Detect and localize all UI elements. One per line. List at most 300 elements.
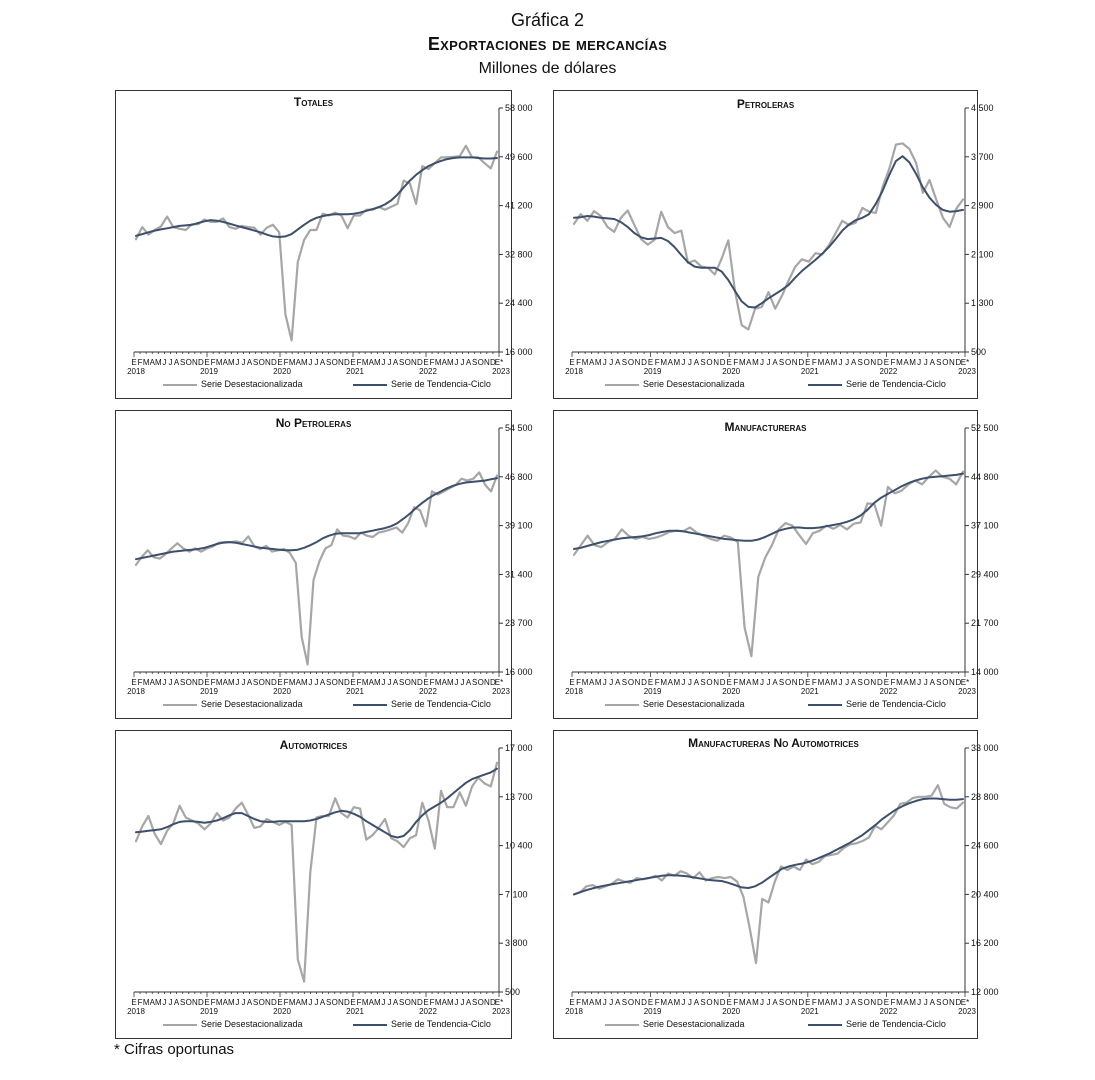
x-month-label: J xyxy=(308,998,313,1007)
chart-panel-totales xyxy=(115,90,533,399)
x-month-label: M xyxy=(581,998,589,1007)
x-month-label: S xyxy=(857,998,863,1007)
chart-title: Totales xyxy=(293,95,334,109)
x-month-label: J xyxy=(917,358,922,367)
chart-title: Manufactureras xyxy=(724,420,807,434)
x-month-label: S xyxy=(621,358,628,367)
x-month-label: M xyxy=(215,998,223,1007)
x-month-label: J xyxy=(917,678,922,687)
x-month-label: M xyxy=(817,678,825,687)
x-month-label: J xyxy=(838,998,843,1007)
x-month-label: D xyxy=(417,358,423,367)
x-month-label: S xyxy=(252,998,259,1007)
x-month-label: J xyxy=(460,358,465,367)
legend-label: Serie Desestacionalizada xyxy=(201,1019,303,1029)
x-month-label: E xyxy=(569,358,575,367)
chart-svg xyxy=(116,91,533,398)
x-month-label: E* xyxy=(494,998,504,1007)
x-month-label: J xyxy=(162,358,167,367)
x-month-label: A xyxy=(746,678,752,687)
legend-label: Serie de Tendencia-Ciclo xyxy=(846,379,946,389)
x-month-label: E xyxy=(647,358,654,367)
x-month-label: A xyxy=(319,998,326,1007)
y-tick-label: 31 400 xyxy=(505,569,533,580)
x-month-label: F xyxy=(283,678,289,687)
x-month-label: N xyxy=(791,998,798,1007)
x-month-label: A xyxy=(173,358,180,367)
x-month-label: J xyxy=(168,358,173,367)
x-year-label: 2018 xyxy=(127,367,145,376)
chart-panel-no-petroleras xyxy=(115,410,533,719)
chart-svg xyxy=(116,731,533,1038)
x-month-label: E xyxy=(726,358,732,367)
x-month-label: A xyxy=(368,358,374,367)
x-month-label: S xyxy=(398,358,405,367)
x-month-label: N xyxy=(191,998,198,1007)
x-month-label: E xyxy=(204,998,210,1007)
x-month-label: M xyxy=(896,678,903,687)
x-month-label: F xyxy=(576,678,581,687)
y-tick-label: 49 600 xyxy=(505,151,533,162)
chart-legend xyxy=(554,1019,977,1033)
x-month-label: M xyxy=(738,998,746,1007)
x-month-label: F xyxy=(811,358,817,367)
x-month-label: J xyxy=(838,678,843,687)
y-tick-label: 58 000 xyxy=(505,103,533,113)
x-month-label: A xyxy=(824,678,831,687)
x-year-label: 2021 xyxy=(346,1007,364,1016)
x-month-label: J xyxy=(838,358,843,367)
x-month-label: M xyxy=(288,358,296,367)
x-month-label: M xyxy=(830,678,838,687)
x-month-label: A xyxy=(319,678,326,687)
legend-label: Serie Desestacionalizada xyxy=(643,379,745,389)
y-tick-label: 2 900 xyxy=(971,200,994,211)
x-month-label: S xyxy=(700,678,706,687)
chart-legend xyxy=(116,1019,511,1033)
x-month-label: A xyxy=(824,358,831,367)
x-month-label: J xyxy=(454,998,459,1007)
x-month-label: F xyxy=(890,358,896,367)
x-month-label: A xyxy=(222,998,228,1007)
x-month-label: O xyxy=(785,998,792,1007)
x-month-label: A xyxy=(693,998,700,1007)
x-month-label: J xyxy=(687,678,692,687)
x-month-label: O xyxy=(706,358,713,367)
x-month-label: A xyxy=(295,998,301,1007)
x-month-label: E xyxy=(726,678,732,687)
x-month-label: A xyxy=(149,358,155,367)
x-month-label: F xyxy=(429,358,435,367)
x-month-label: J xyxy=(845,358,850,367)
trend-series-line xyxy=(136,157,497,237)
x-month-label: M xyxy=(817,358,825,367)
x-month-label: M xyxy=(142,998,150,1007)
x-month-label: E xyxy=(131,998,137,1007)
x-month-label: S xyxy=(325,358,332,367)
x-month-label: M xyxy=(752,998,759,1007)
figure-subtitle: Millones de dólares xyxy=(478,60,617,77)
x-year-label: 2022 xyxy=(879,687,898,696)
x-month-label: J xyxy=(308,678,313,687)
x-month-label: M xyxy=(361,678,369,687)
x-month-label: E* xyxy=(494,678,504,687)
chart-legend xyxy=(554,379,977,393)
x-year-label: 2019 xyxy=(643,1007,662,1016)
x-month-label: M xyxy=(154,998,162,1007)
x-month-label: S xyxy=(857,678,863,687)
x-month-label: J xyxy=(609,358,614,367)
x-month-label: O xyxy=(706,678,713,687)
x-month-label: F xyxy=(210,998,216,1007)
x-month-label: M xyxy=(227,358,235,367)
legend-swatch xyxy=(605,704,639,706)
seasonal-series-line xyxy=(136,146,497,341)
x-month-label: N xyxy=(410,358,417,367)
x-month-label: D xyxy=(876,678,883,687)
x-month-label: S xyxy=(179,998,186,1007)
x-month-label: D xyxy=(641,678,647,687)
x-month-label: N xyxy=(410,998,417,1007)
x-month-label: O xyxy=(863,358,870,367)
x-month-label: A xyxy=(929,358,935,367)
x-month-label: O xyxy=(404,998,411,1007)
y-tick-label: 24 600 xyxy=(971,840,999,851)
x-month-label: J xyxy=(845,998,850,1007)
x-month-label: J xyxy=(845,678,850,687)
x-month-label: E xyxy=(883,998,890,1007)
x-month-label: A xyxy=(693,678,700,687)
trend-series-line xyxy=(574,474,963,549)
seasonal-series-line xyxy=(136,763,497,982)
y-tick-label: 17 000 xyxy=(505,743,533,753)
y-tick-label: 500 xyxy=(505,987,521,997)
x-month-label: F xyxy=(811,998,817,1007)
x-year-label: 2019 xyxy=(200,1007,218,1016)
x-month-label: A xyxy=(319,358,326,367)
legend-item-trend xyxy=(353,699,491,709)
x-month-label: D xyxy=(719,998,726,1007)
x-month-label: A xyxy=(772,998,778,1007)
x-month-label: N xyxy=(949,358,955,367)
x-month-label: O xyxy=(404,678,411,687)
x-month-label: E xyxy=(204,358,210,367)
x-month-label: J xyxy=(460,998,465,1007)
x-month-label: J xyxy=(602,358,607,367)
x-month-label: M xyxy=(434,678,442,687)
x-month-label: M xyxy=(738,358,746,367)
x-month-label: S xyxy=(700,358,706,367)
legend-label: Serie de Tendencia-Ciclo xyxy=(846,699,946,709)
legend-label: Serie Desestacionalizada xyxy=(643,1019,745,1029)
x-month-label: A xyxy=(772,678,778,687)
x-month-label: M xyxy=(673,678,681,687)
x-month-label: A xyxy=(295,678,301,687)
y-tick-label: 10 400 xyxy=(505,840,533,851)
x-month-label: M xyxy=(300,678,308,687)
x-month-label: O xyxy=(863,678,870,687)
x-month-label: M xyxy=(896,998,903,1007)
x-month-label: F xyxy=(137,678,143,687)
x-month-label: D xyxy=(198,998,204,1007)
x-month-label: D xyxy=(344,678,350,687)
x-month-label: A xyxy=(222,678,228,687)
y-tick-label: 39 100 xyxy=(505,520,533,531)
y-tick-label: 28 800 xyxy=(971,791,999,802)
x-month-label: J xyxy=(766,678,771,687)
x-month-label: A xyxy=(173,678,180,687)
x-month-label: S xyxy=(621,998,628,1007)
x-year-label: 2020 xyxy=(722,367,741,376)
x-month-label: N xyxy=(264,678,271,687)
x-month-label: D xyxy=(876,998,883,1007)
x-month-label: A xyxy=(772,358,778,367)
x-year-label: 2020 xyxy=(273,1007,291,1016)
legend-item-trend xyxy=(808,699,946,709)
x-month-label: F xyxy=(576,998,581,1007)
x-month-label: M xyxy=(434,998,442,1007)
x-month-label: M xyxy=(373,358,381,367)
x-year-label: 2021 xyxy=(800,367,819,376)
x-month-label: J xyxy=(235,678,240,687)
x-month-label: N xyxy=(949,678,955,687)
y-tick-label: 37 100 xyxy=(971,520,999,531)
x-month-label: D xyxy=(955,358,962,367)
x-month-label: F xyxy=(137,358,143,367)
legend-item-seasonal xyxy=(163,699,303,709)
x-month-label: O xyxy=(185,678,192,687)
x-month-label: M xyxy=(361,358,369,367)
x-month-label: S xyxy=(778,678,785,687)
x-year-label: 2022 xyxy=(419,1007,437,1016)
y-tick-label: 33 000 xyxy=(971,743,999,753)
legend-swatch xyxy=(605,384,639,386)
x-month-label: F xyxy=(890,678,896,687)
x-month-label: D xyxy=(417,678,423,687)
x-month-label: E xyxy=(805,998,811,1007)
x-month-label: A xyxy=(903,358,909,367)
x-month-label: S xyxy=(857,358,863,367)
x-month-label: E xyxy=(883,678,890,687)
x-month-label: S xyxy=(398,998,405,1007)
figure-title: Exportaciones de mercancías xyxy=(427,34,668,54)
chart-panel-automotrices xyxy=(115,730,533,1039)
x-month-label: S xyxy=(471,998,478,1007)
x-month-label: O xyxy=(477,998,484,1007)
x-month-label: O xyxy=(258,358,265,367)
x-month-label: D xyxy=(641,998,647,1007)
x-month-label: J xyxy=(314,678,319,687)
x-month-label: N xyxy=(483,358,490,367)
x-month-label: A xyxy=(441,678,447,687)
x-month-label: J xyxy=(241,998,246,1007)
chart-legend xyxy=(116,699,511,713)
x-month-label: D xyxy=(641,358,647,367)
x-year-label: 2020 xyxy=(722,1007,741,1016)
x-month-label: M xyxy=(738,678,746,687)
x-month-label: J xyxy=(387,358,392,367)
x-month-label: A xyxy=(392,998,399,1007)
x-month-label: A xyxy=(667,998,673,1007)
x-month-label: O xyxy=(942,678,949,687)
x-month-label: J xyxy=(460,678,465,687)
y-tick-label: 13 700 xyxy=(505,791,533,802)
legend-label: Serie Desestacionalizada xyxy=(201,379,303,389)
x-month-label: A xyxy=(850,998,857,1007)
x-month-label: M xyxy=(288,998,296,1007)
x-year-label: 2022 xyxy=(419,367,437,376)
x-month-label: F xyxy=(654,358,660,367)
legend-item-seasonal xyxy=(605,379,745,389)
x-month-label: O xyxy=(477,358,484,367)
x-month-label: S xyxy=(471,358,478,367)
x-month-label: J xyxy=(609,678,614,687)
y-tick-label: 7 100 xyxy=(505,889,528,900)
x-year-label: 2018 xyxy=(565,367,583,376)
x-month-label: J xyxy=(759,998,764,1007)
x-month-label: D xyxy=(955,998,962,1007)
x-month-label: A xyxy=(246,358,253,367)
x-month-label: A xyxy=(465,358,472,367)
x-year-label: 2018 xyxy=(127,1007,145,1016)
x-month-label: M xyxy=(909,998,916,1007)
x-month-label: E xyxy=(805,358,811,367)
x-month-label: A xyxy=(149,678,155,687)
x-month-label: D xyxy=(271,358,277,367)
x-month-label: D xyxy=(798,358,805,367)
y-tick-label: 12 000 xyxy=(971,987,999,997)
chart-svg xyxy=(554,91,994,398)
x-month-label: A xyxy=(824,998,831,1007)
x-month-label: S xyxy=(252,358,259,367)
x-month-label: A xyxy=(295,358,301,367)
x-month-label: E xyxy=(131,678,137,687)
x-year-label: 2023 xyxy=(492,367,510,376)
legend-swatch xyxy=(163,384,197,386)
x-month-label: A xyxy=(588,358,595,367)
x-month-label: F xyxy=(137,998,143,1007)
x-month-label: M xyxy=(673,358,681,367)
seasonal-series-line xyxy=(574,471,963,657)
x-month-label: O xyxy=(863,998,870,1007)
chart-svg xyxy=(554,411,999,718)
x-month-label: O xyxy=(331,358,338,367)
x-month-label: M xyxy=(830,998,838,1007)
x-month-label: M xyxy=(830,358,838,367)
x-month-label: S xyxy=(621,678,628,687)
x-month-label: S xyxy=(179,358,186,367)
x-month-label: S xyxy=(936,998,942,1007)
x-month-label: F xyxy=(429,678,435,687)
x-month-label: J xyxy=(681,678,686,687)
legend-item-trend xyxy=(808,379,946,389)
x-month-label: A xyxy=(903,998,909,1007)
x-year-label: 2020 xyxy=(273,367,291,376)
x-year-label: 2023 xyxy=(958,367,976,376)
x-month-label: A xyxy=(615,678,621,687)
x-month-label: A xyxy=(929,998,935,1007)
x-month-label: J xyxy=(314,358,319,367)
x-month-label: M xyxy=(434,358,442,367)
x-month-label: E xyxy=(569,678,575,687)
x-month-label: S xyxy=(471,678,478,687)
x-month-label: N xyxy=(791,358,798,367)
x-year-label: 2022 xyxy=(879,1007,898,1016)
x-month-label: N xyxy=(870,678,877,687)
x-month-label: M xyxy=(594,678,602,687)
x-month-label: A xyxy=(441,998,447,1007)
y-tick-label: 41 200 xyxy=(505,200,533,211)
x-month-label: D xyxy=(798,678,805,687)
x-month-label: M xyxy=(142,678,150,687)
chart-panel-petroleras xyxy=(553,90,994,399)
x-month-label: A xyxy=(368,998,374,1007)
x-month-label: D xyxy=(876,358,883,367)
trend-series-line xyxy=(574,156,963,307)
x-year-label: 2020 xyxy=(722,687,741,696)
legend-label: Serie de Tendencia-Ciclo xyxy=(391,699,491,709)
x-year-label: 2021 xyxy=(800,687,819,696)
x-year-label: 2023 xyxy=(492,1007,510,1016)
x-month-label: D xyxy=(198,678,204,687)
x-month-label: A xyxy=(588,998,595,1007)
x-year-label: 2020 xyxy=(273,687,291,696)
x-month-label: A xyxy=(903,678,909,687)
footnote: * Cifras oportunas xyxy=(114,1041,235,1058)
x-month-label: M xyxy=(446,998,454,1007)
x-month-label: M xyxy=(446,678,454,687)
y-tick-label: 4 500 xyxy=(971,103,994,113)
chart-legend xyxy=(116,379,511,393)
x-month-label: J xyxy=(241,358,246,367)
x-month-label: E xyxy=(423,998,429,1007)
seasonal-series-line xyxy=(136,472,497,664)
x-month-label: M xyxy=(594,358,602,367)
x-month-label: A xyxy=(465,998,472,1007)
x-month-label: J xyxy=(168,998,173,1007)
x-month-label: M xyxy=(361,998,369,1007)
legend-item-trend xyxy=(353,379,491,389)
chart-legend xyxy=(554,699,977,713)
x-month-label: D xyxy=(490,998,496,1007)
x-month-label: O xyxy=(785,358,792,367)
x-month-label: A xyxy=(693,358,700,367)
legend-swatch xyxy=(808,384,842,386)
x-month-label: M xyxy=(594,998,602,1007)
x-month-label: J xyxy=(687,998,692,1007)
x-month-label: M xyxy=(909,678,916,687)
x-year-label: 2021 xyxy=(800,1007,819,1016)
x-month-label: S xyxy=(778,998,785,1007)
x-month-label: E xyxy=(277,678,283,687)
x-month-label: A xyxy=(173,998,180,1007)
legend-label: Serie de Tendencia-Ciclo xyxy=(391,379,491,389)
x-year-label: 2018 xyxy=(127,687,145,696)
x-month-label: E xyxy=(423,678,429,687)
x-month-label: S xyxy=(325,998,332,1007)
x-month-label: O xyxy=(404,358,411,367)
x-month-label: M xyxy=(288,678,296,687)
x-month-label: O xyxy=(258,678,265,687)
x-year-label: 2023 xyxy=(492,687,510,696)
x-month-label: E* xyxy=(960,998,970,1007)
x-month-label: M xyxy=(660,358,668,367)
x-month-label: D xyxy=(271,998,277,1007)
x-month-label: F xyxy=(356,678,362,687)
x-month-label: N xyxy=(713,998,719,1007)
x-month-label: M xyxy=(373,678,381,687)
legend-item-seasonal xyxy=(605,1019,745,1029)
